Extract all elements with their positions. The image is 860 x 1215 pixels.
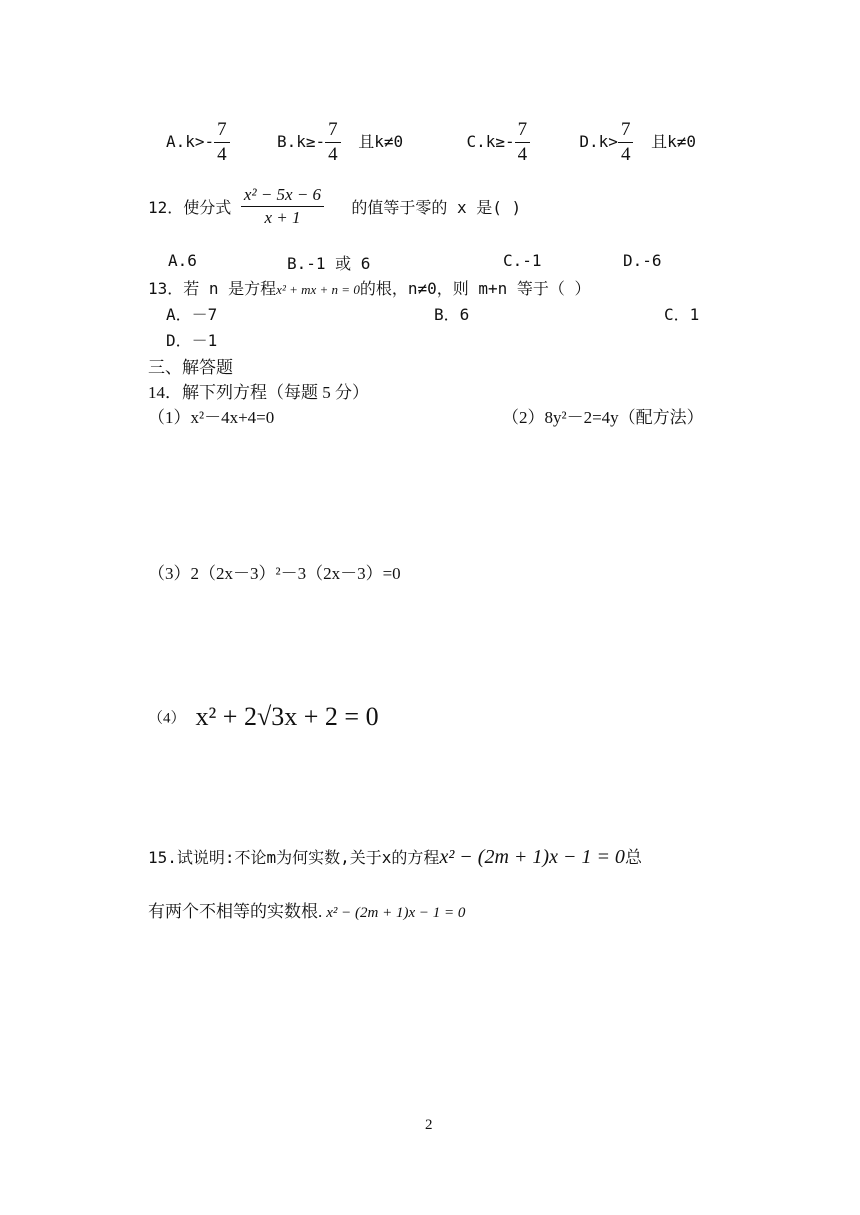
q13-stem-after: 的根，n≠0，则 m+n 等于（ ） <box>359 279 591 298</box>
q12-option-a: A.6 <box>168 251 197 270</box>
q13-option-b: B．6 <box>434 305 470 324</box>
q11-option-d-suffix: 且k≠0 <box>651 131 696 151</box>
q13-option-d: D．－1 <box>166 331 218 350</box>
q11-option-c-fraction <box>515 120 531 165</box>
q11-option-d-prefix: D.k> <box>579 131 618 151</box>
fraction-denominator: x + 1 <box>264 207 301 227</box>
q11-option-c-prefix: C.k≥- <box>466 131 515 151</box>
q11-option-a <box>166 119 239 165</box>
fraction-denominator: 4 <box>217 143 227 165</box>
section-title: 三、解答题 <box>148 358 233 377</box>
fraction-denominator: 4 <box>517 143 528 165</box>
fraction-denominator: 4 <box>620 143 631 165</box>
q14-part4-label: （4） <box>148 710 186 727</box>
q12-option-b: B.-1 或 6 <box>287 254 371 273</box>
q14-part3: （3）2（2x－3）²－3（2x－3）=0 <box>148 564 401 583</box>
q15-line1-text: 15.试说明:不论m为何实数,关于x的方程 <box>148 848 440 867</box>
q14-title: 14．解下列方程（每题 5 分） <box>148 383 369 402</box>
q12-option-c: C.-1 <box>503 251 542 270</box>
fraction-numerator: x² − 5x − 6 <box>241 186 324 207</box>
q13-stem-before: 13．若 n 是方程 <box>148 279 277 298</box>
q11-options-row <box>166 120 696 165</box>
fraction-numerator: 7 <box>325 120 341 143</box>
q11-option-d <box>579 119 696 165</box>
q11-option-c <box>466 119 539 165</box>
q13-equation: x² + mx + n = 0 <box>276 282 360 297</box>
q11-option-a-prefix: A.k>- <box>166 131 215 151</box>
q15-line2 <box>148 897 465 922</box>
q14-part2: （2）8y²－2=4y（配方法） <box>502 408 704 427</box>
q13-option-a: A．－7 <box>166 305 218 324</box>
q12-stem-before: 12．使分式 <box>148 197 232 217</box>
q11-option-b-prefix: B.k≥- <box>276 131 326 151</box>
q12-stem <box>148 186 521 227</box>
q11-option-a-fraction <box>214 120 230 165</box>
page-number: 2 <box>425 1117 433 1133</box>
fraction-numerator: 7 <box>214 120 230 143</box>
q12-stem-after: 的值等于零的 x 是( ) <box>351 197 522 217</box>
q14-part4 <box>148 702 379 732</box>
fraction-numerator: 7 <box>618 120 634 143</box>
q15-line1-end: 总 <box>624 848 642 867</box>
q15-line1 <box>148 843 642 869</box>
q12-option-d: D.-6 <box>623 251 662 270</box>
q11-option-b-suffix: 且k≠0 <box>358 131 404 151</box>
q11-option-b <box>276 119 413 165</box>
q13-stem <box>148 276 591 299</box>
q12-fraction <box>241 186 324 227</box>
q14-part1: （1）x²－4x+4=0 <box>148 408 275 427</box>
q15-line2-equation: x² − (2m + 1)x − 1 = 0 <box>326 905 466 921</box>
q14-part4-equation: x² + 2√3x + 2 = 0 <box>195 702 379 731</box>
q13-option-c: C．1 <box>664 305 700 324</box>
q15-line2-text: 有两个不相等的实数根. <box>148 902 323 921</box>
q11-option-b-fraction <box>325 120 341 165</box>
fraction-denominator: 4 <box>328 143 338 165</box>
q15-line1-equation: x² − (2m + 1)x − 1 = 0 <box>439 846 625 868</box>
q11-option-d-fraction <box>618 120 634 165</box>
fraction-numerator: 7 <box>515 120 531 143</box>
